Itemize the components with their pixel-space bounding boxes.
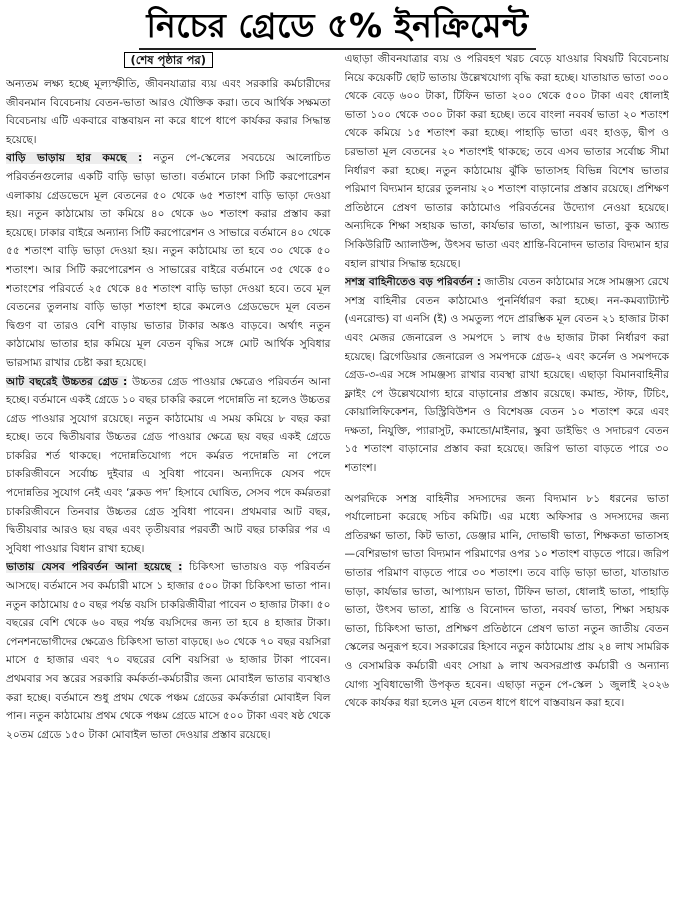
intro-paragraph: অন্যতম লক্ষ্য হচ্ছে মূল্যস্ফীতি, জীবনযাত্রার ব্যয় এবং সরকারি কর্মচারীদের জীবনমান বিবেচনায় বেতন-ভাতা আরও যৌক্তিক করা। তবে আর্থিক সক্ষমতা বিবেচনায় এটি একবারে বাস্তবায়ন না করে ধাপে ধাপে কার্যকর করার সিদ্ধান্ত হয়েছে। [6, 78, 331, 146]
section-title: বাড়ি ভাড়ায় হার কমছে : [6, 152, 143, 165]
section-body: জাতীয় বেতন কাঠামোর সঙ্গে সামঞ্জস্য রেখে সশস্ত্র বাহিনীর বেতন কাঠামোও পুনর্নির্ধারণ করা হচ্ছে। নন-কমব্যাট্যান্ট (এনরোল্ড) বা এনসি (ই) ও সমতুল্য পদে প্রারম্ভিক মূল বেতন ২১ হাজার টাকা এবং মেজর জেনারেল ও সমপদে ১ লাখ ৫৬ হাজার টাকা নির্ধারণ করা হয়েছে। ব্রিগেডিয়ার জেনারেল ও সমপদকে গ্রেড-২ এবং কর্নেল ও সমপদকে গ্রেড-৩-এর সঙ্গে সামঞ্জস্য রাখার ব্যবস্থা রাখা হয়েছে। এছাড়া বিমানবাহিনীর ফ্লাইং পে উল্লেখযোগ্য হারে বাড়ানোর প্রস্তাব রয়েছে। কমান্ড, স্টাফ, টিচিং, কোয়ালিফিকেশন, ডিস্ট্রিবিউশন ও বিশেষজ্ঞ বেতন ১০ শতাংশ করে এবং দক্ষতা, নিযুক্তি, প্যারাসুট, কমান্ডো/মাইনার, স্কুবা ডাইভিং ও সদাচরণ বেতন ১৫ শতাংশ বাড়ানোর প্রস্তাব করা হয়েছে। জরিপ ভাতা বাড়তে পারে ৩০ শতাংশ। [344, 276, 669, 475]
headline: নিচের গ্রেডে ৫% ইনক্রিমেন্ট [139, 4, 537, 50]
article-columns [6, 50, 669, 916]
continued-label [6, 52, 331, 71]
section-house-rent [6, 149, 331, 372]
paragraph-gap [345, 478, 670, 490]
section-title: ভাতায় যেসব পরিবর্তন আনা হয়েছে : [6, 561, 183, 574]
armed-forces-allowance-paragraph: অপরদিকে সশস্ত্র বাহিনীর সদস্যদের জন্য বিদ্যমান ৮১ ধরনের ভাতা পর্যালোচনা করেছে সচিব কমিটি। এর মধ্যে অফিসার ও সদস্যদের জন্য প্রতিরক্ষা ভাতা, কিট ভাতা, ডেঞ্জার মানি, দোভাষী ভাতা, শিক্ষকতা ভাতাসহ—বেশিরভাগ ভাতা বিদ্যমান পরিমাণের ওপর ১০ শতাংশ বাড়তে পারে। জরিপ ভাতার পরিমাণ বাড়তে পারে ৩০ শতাংশ। তবে বাড়ি ভাড়া ভাতা, যাতায়াত ভাড়া, কার্যভার ভাতা, আপ্যায়ন ভাতা, টিফিন ভাতা, ধোলাই ভাতা, পাহাড়ি ভাতা, উৎসব ভাতা, শ্রান্তি ও বিনোদন ভাতা, নববর্ষ ভাতা, শিক্ষা সহায়ক ভাতা, চিকিৎসা ভাতা, প্রশিক্ষণ প্রতিষ্ঠানে প্রেষণ ভাতা নতুন জাতীয় বেতন স্কেলের অনুরূপ হবে। সরকারের হিসাবে নতুন কাঠামোয় প্রায় ২৪ লাখ সামরিক ও বেসামরিক কর্মচারী এবং সোয়া ৯ লাখ অবসরপ্রাপ্ত কর্মচারী ও অন্যান্য যোগ্য সুবিধাভোগী উপকৃত হবেন। এছাড়া নতুন পে-স্কেল ১ জুলাই ২০২৬ থেকে কার্যকর ধরা হলেও মূল বেতন ধাপে ধাপে বাস্তবায়ন করা হবে। [344, 492, 669, 710]
headline-area [6, 0, 669, 50]
section-body: উচ্চতর গ্রেড পাওয়ার ক্ষেত্রেও পরিবর্তন আনা হচ্ছে। বর্তমানে একই গ্রেডে ১০ বছর চাকরি করলে পদোন্নতি না হলেও উচ্চতর গ্রেড পাওয়ার সুযোগ রয়েছে। নতুন কাঠামোয় এ সময় কমিয়ে ৮ বছর করা হচ্ছে। তবে দ্বিতীয়বার উচ্চতর গ্রেড পাওয়ার ক্ষেত্রে ছয় বছর একই গ্রেডে চাকরির শর্ত থাকছে। পদোন্নতিযোগ্য পদে কর্মরত পদোন্নতি না পেলে চাকরিজীবনে সর্বোচ্চ দুইবার এ সুবিধা পাবেন। অন্যদিকে যেসব পদে পদোন্নতির সুযোগ নেই এবং ‘ব্লকড পদ’ হিসাবে ঘোষিত, সেসব পদে কর্মরতরা চাকরিজীবনে তিনবার উচ্চতর গ্রেড সুবিধা পাবেন। প্রথমবার আট বছর, দ্বিতীয়বার আরও ছয় বছর এবং তৃতীয়বার পরবর্তী আট বছর চাকরির পর এ সুবিধা পাওয়ার বিধান রাখা হচ্ছে। [6, 375, 331, 555]
section-title: সশস্ত্র বাহিনীতেও বড় পরিবর্তন : [344, 276, 482, 289]
section-allowance-changes [6, 558, 331, 744]
allowance-paragraph: এছাড়া জীবনযাত্রার ব্যয় ও পরিবহণ খরচ বেড়ে যাওয়ার বিষয়টি বিবেচনায় নিয়ে কয়েকটি ছোট ভাতায় উল্লেখযোগ্য বৃদ্ধি করা হচ্ছে। যাতায়াত ভাতা ৩০০ থেকে বেড়ে ৬০০ টাকা, টিফিন ভাতা ২০০ থেকে ৫০০ টাকা এবং ধোলাই ভাতা ১০০ থেকে ৩০০ টাকা করা হচ্ছে। তবে বাংলা নববর্ষ ভাতা ২০ শতাংশ থেকে কমিয়ে ১৫ শতাংশ করা হচ্ছে। পাহাড়ি ভাতা এবং হাওড়, দ্বীপ ও চরভাতা মূল বেতনের ২০ শতাংশই থাকছে; তবে এসব ভাতার সর্বোচ্চ সীমা নির্ধারণ করা হচ্ছে। নতুন কাঠামোয় ঝুঁকি ভাতাসহ বিভিন্ন বিশেষ ভাতার পরিমাণ বিদ্যমান হারের তুলনায় ২০ শতাংশ বাড়ানোর প্রস্তাব রয়েছে। প্রশিক্ষণ প্রতিষ্ঠানে প্রেষণ ভাতার কাঠামোও পরিবর্তনের উদ্যোগ নেওয়া হয়েছে। অন্যদিকে শিক্ষা সহায়ক ভাতা, কার্যভার ভাতা, আপ্যায়ন ভাতা, কুক অ্যান্ড সিকিউরিটি অ্যালাউন্স, উৎসব ভাতা এবং শ্রান্তি-বিনোদন ভাতার বিদ্যমান হার বহাল রাখার সিদ্ধান্ত হয়েছে। [344, 53, 669, 270]
continued-label-text: (শেষ পৃষ্ঠার পর) [124, 52, 213, 68]
section-body: চিকিৎসা ভাতায়ও বড় পরিবর্তন আসছে। বর্তমানে সব কর্মচারী মাসে ১ হাজার ৫০০ টাকা চিকিৎসা ভাতা পান। নতুন কাঠামোয় ৫০ বছর পর্যন্ত বয়সি চাকরিজীবীরা পাবেন ৩ হাজার টাকা। ৫০ বছরের বেশি থেকে ৬০ বছর পর্যন্ত বয়সিদের জন্য তা হবে ৪ হাজার টাকা। পেনশনভোগীদের ক্ষেত্রেও চিকিৎসা ভাতা বাড়ছে। ৬০ থেকে ৭০ বছর বয়সিরা মাসে ৫ হাজার এবং ৭০ বছরের বেশি বয়সিরা ৬ হাজার টাকা পাবেন। প্রথমবার সব স্তরের সরকারি কর্মকর্তা-কর্মচারীর জন্য মোবাইল ভাতার ব্যবস্থাও করা হচ্ছে। বর্তমানে শুধু প্রথম থেকে পঞ্চম গ্রেডের কর্মকর্তারা মোবাইল বিল পান। নতুন কাঠামোয় প্রথম থেকে পঞ্চম গ্রেডে মাসে ৫০০ টাকা এবং ষষ্ঠ থেকে ২০তম গ্রেডে ১৫০ টাকা মোবাইল ভাতা দেওয়ার প্রস্তাব রয়েছে। [6, 561, 331, 741]
section-armed-forces [345, 273, 670, 478]
section-title: আট বছরেই উচ্চতর গ্রেড : [6, 375, 128, 388]
left-column [6, 50, 331, 916]
section-higher-grade [6, 373, 331, 559]
right-column [345, 50, 670, 916]
section-body: নতুন পে-স্কেলের সবচেয়ে আলোচিত পরিবর্তনগুলোর একটি বাড়ি ভাড়া ভাতা। বর্তমানে ঢাকা সিটি করপোরেশন এলাকায় গ্রেডভেদে মূল বেতনের ৫০ থেকে ৬৫ শতাংশ বাড়ি ভাড়া দেওয়া হয়। নতুন কাঠামোয় তা কমিয়ে ৪০ থেকে ৬০ শতাংশ করার প্রস্তাব করা হয়েছে। ঢাকার বাইরে অন্যান্য সিটি করপোরেশন ও সাভারে বর্তমানে ৪০ থেকে ৫৫ শতাংশ বাড়ি ভাড়া দেওয়া হয়। নতুন কাঠামোয় তা হবে ৩০ থেকে ৫০ শতাংশ। আর সিটি করপোরেশন ও সাভারের বাইরে বর্তমানে ৩৫ থেকে ৫০ শতাংশের পরিবর্তে ২৫ থেকে ৪৫ শতাংশ বাড়ি ভাড়া দেওয়া হবে। তবে মূল বেতনের তুলনায় বাড়ি ভাড়া শতাংশ হারে কমলেও গ্রেডভেদে মূল বেতন দ্বিগুণ বা তারও বেশি বাড়ায় ভাতার টাকার অঙ্কও বাড়বে। অর্থাৎ নতুন কাঠামোয় ভাতার হার কমিয়ে মূল বেতন বৃদ্ধির সঙ্গে মোট আর্থিক সুবিধার ভারসাম্য রাখার চেষ্টা করা হয়েছে। [6, 152, 331, 369]
